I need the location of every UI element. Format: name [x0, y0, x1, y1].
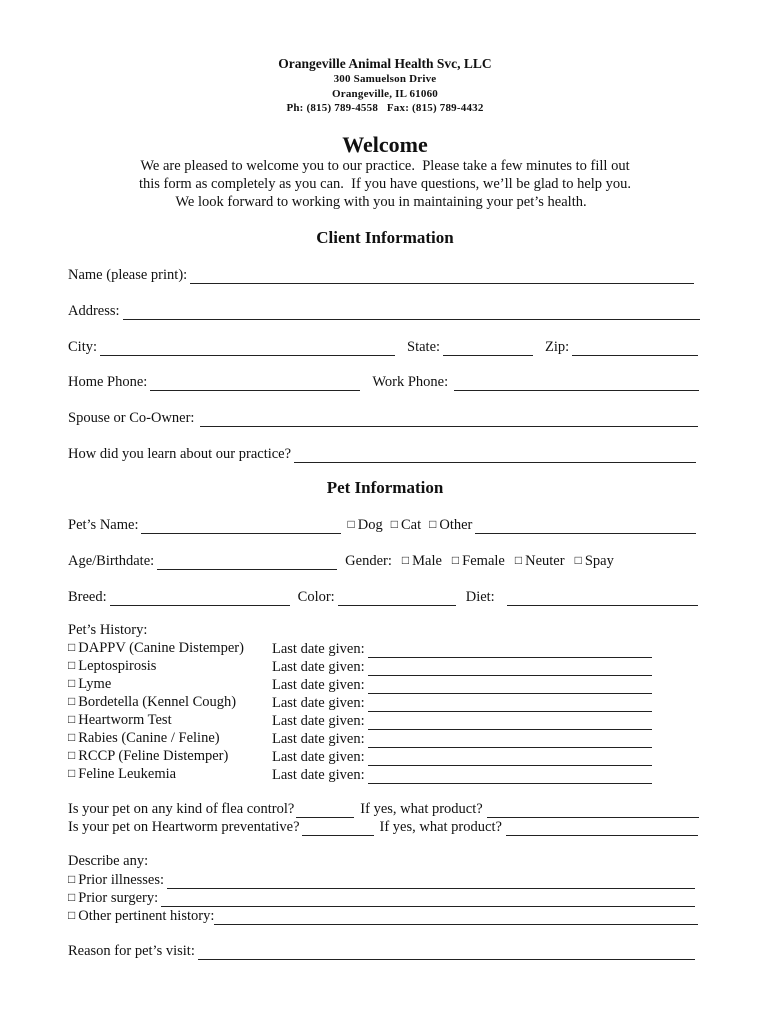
address-label: Address: — [68, 303, 120, 319]
last-date-label: Last date given: — [272, 731, 365, 747]
history-item-label: RCCP (Feline Distemper) — [78, 748, 229, 764]
checkbox-icon[interactable]: □ — [390, 517, 398, 531]
last-date-field[interactable] — [368, 769, 652, 784]
flea-control-row — [68, 800, 699, 818]
flea-question: Is your pet on any kind of flea control? — [68, 801, 295, 817]
age-label: Age/Birthdate: — [68, 553, 155, 569]
heartworm-answer-field[interactable] — [302, 821, 374, 836]
welcome-title: Welcome — [342, 132, 428, 157]
last-date-field[interactable] — [368, 751, 652, 766]
flea-answer-field[interactable] — [296, 803, 354, 818]
species-cat-option[interactable]: □ Cat — [390, 517, 422, 533]
referral-label: How did you learn about our practice? — [68, 446, 292, 462]
gender-spay-option[interactable]: □ Spay — [574, 553, 614, 569]
species-dog-option[interactable]: □ Dog — [347, 517, 383, 533]
visit-reason-label: Reason for pet’s visit: — [68, 943, 195, 959]
describe-title: Describe any: — [68, 853, 149, 869]
history-item — [68, 694, 658, 712]
checkbox-icon[interactable]: □ — [68, 748, 76, 762]
checkbox-icon[interactable]: □ — [68, 658, 76, 672]
state-label: State: — [407, 339, 441, 355]
gender-male-option[interactable]: □ Male — [401, 553, 442, 569]
home-phone-label: Home Phone: — [68, 374, 148, 390]
gender-female-option[interactable]: □ Female — [451, 553, 505, 569]
prior-surgery-field[interactable] — [161, 892, 695, 907]
checkbox-icon[interactable]: □ — [574, 553, 582, 567]
checkbox-icon[interactable]: □ — [347, 517, 355, 531]
color-field[interactable] — [338, 591, 456, 606]
pet-name-label: Pet’s Name: — [68, 517, 139, 533]
prior-illnesses-field[interactable] — [167, 874, 695, 889]
gender-neuter-option[interactable]: □ Neuter — [514, 553, 565, 569]
checkbox-icon[interactable]: □ — [429, 517, 437, 531]
address-line-2: Orangeville, IL 61060 — [332, 88, 438, 100]
checkbox-icon[interactable]: □ — [68, 694, 76, 708]
last-date-label: Last date given: — [272, 677, 365, 693]
breed-field[interactable] — [110, 591, 290, 606]
other-history-field[interactable] — [214, 910, 698, 925]
last-date-label: Last date given: — [272, 767, 365, 783]
checkbox-icon[interactable]: □ — [68, 676, 76, 690]
last-date-label: Last date given: — [272, 749, 365, 765]
history-title: Pet’s History: — [68, 622, 148, 638]
prior-illnesses-label: Prior illnesses: — [78, 872, 165, 888]
checkbox-icon[interactable]: □ — [68, 640, 76, 654]
history-item — [68, 658, 658, 676]
describe-item — [68, 907, 698, 925]
checkbox-icon[interactable]: □ — [401, 553, 410, 567]
history-item — [68, 676, 658, 694]
state-field[interactable] — [443, 341, 533, 356]
diet-label: Diet: — [465, 589, 495, 605]
color-label: Color: — [297, 589, 335, 605]
species-other-option[interactable]: □ Other — [429, 517, 473, 533]
history-item — [68, 766, 658, 784]
intro-line-3: We look forward to working with you in maintaining your pet’s health. — [175, 194, 587, 210]
breed-label: Breed: — [68, 589, 107, 605]
checkbox-icon[interactable]: □ — [451, 553, 460, 567]
last-date-field[interactable] — [368, 733, 652, 748]
history-item-label: Leptospirosis — [78, 658, 157, 674]
last-date-label: Last date given: — [272, 695, 365, 711]
heartworm-question: Is your pet on Heartworm preventative? — [68, 819, 300, 835]
checkbox-icon[interactable]: □ — [68, 730, 76, 744]
work-phone-field[interactable] — [454, 376, 699, 391]
spouse-row — [68, 407, 698, 427]
address-field[interactable] — [123, 305, 700, 320]
visit-reason-field[interactable] — [198, 945, 695, 960]
home-phone-field[interactable] — [150, 376, 360, 391]
intro-line-2: this form as completely as you can. If you have questions, we’ll be glad to help you. — [138, 176, 632, 192]
address-line-1: 300 Samuelson Drive — [333, 73, 437, 85]
history-item — [68, 748, 658, 766]
last-date-label: Last date given: — [272, 713, 365, 729]
prior-surgery-label: Prior surgery: — [78, 890, 159, 906]
species-other-field[interactable] — [475, 519, 696, 534]
heartworm-product-label: If yes, what product? — [379, 819, 502, 835]
describe-item — [68, 871, 695, 889]
checkbox-icon[interactable]: □ — [68, 872, 76, 886]
spouse-field[interactable] — [200, 412, 698, 427]
spouse-label: Spouse or Co-Owner: — [68, 410, 195, 426]
last-date-field[interactable] — [368, 679, 652, 694]
checkbox-icon[interactable]: □ — [68, 766, 76, 780]
city-field[interactable] — [100, 341, 395, 356]
visit-reason-row — [68, 942, 695, 960]
age-gender-row — [68, 550, 648, 570]
history-item — [68, 712, 658, 730]
referral-row — [68, 443, 696, 463]
last-date-field[interactable] — [368, 643, 652, 658]
client-name-label: Name (please print): — [68, 267, 188, 283]
history-item-label: Lyme — [78, 676, 112, 692]
flea-product-label: If yes, what product? — [360, 801, 483, 817]
checkbox-icon[interactable]: □ — [68, 908, 76, 922]
history-item-label: Heartworm Test — [78, 712, 172, 728]
zip-label: Zip: — [545, 339, 570, 355]
city-label: City: — [68, 339, 98, 355]
describe-item — [68, 889, 695, 907]
other-history-label: Other pertinent history: — [78, 908, 215, 924]
pet-name-row — [68, 514, 696, 534]
history-item-label: Bordetella (Kennel Cough) — [78, 694, 237, 710]
checkbox-icon[interactable]: □ — [514, 553, 523, 567]
zip-field[interactable] — [572, 341, 698, 356]
history-item — [68, 730, 658, 748]
heartworm-row — [68, 818, 698, 836]
breed-row — [68, 586, 698, 606]
address-row — [68, 300, 700, 320]
age-field[interactable] — [157, 555, 337, 570]
last-date-field[interactable] — [368, 715, 652, 730]
checkbox-icon[interactable]: □ — [68, 890, 76, 904]
history-item-label: DAPPV (Canine Distemper) — [78, 640, 244, 656]
phone-fax: Ph: (815) 789-4558 Fax: (815) 789-4432 — [286, 102, 484, 114]
client-name-row — [68, 264, 694, 284]
diet-field[interactable] — [507, 591, 698, 606]
last-date-field[interactable] — [368, 697, 652, 712]
pet-info-heading: Pet Information — [326, 478, 444, 497]
history-item-label: Rabies (Canine / Feline) — [78, 730, 220, 746]
history-item-label: Feline Leukemia — [78, 766, 177, 782]
gender-label: Gender: — [345, 553, 392, 569]
client-info-heading: Client Information — [316, 228, 454, 247]
last-date-label: Last date given: — [272, 659, 365, 675]
city-row — [68, 336, 698, 356]
checkbox-icon[interactable]: □ — [68, 712, 76, 726]
last-date-label: Last date given: — [272, 641, 365, 657]
referral-field[interactable] — [294, 448, 696, 463]
business-name: Orangeville Animal Health Svc, LLC — [278, 56, 492, 71]
phone-row — [68, 371, 699, 391]
heartworm-product-field[interactable] — [506, 821, 698, 836]
client-name-field[interactable] — [190, 269, 694, 284]
intro-line-1: We are pleased to welcome you to our practice. Please take a few minutes to fill out — [140, 158, 630, 174]
last-date-field[interactable] — [368, 661, 652, 676]
history-item — [68, 640, 658, 658]
work-phone-label: Work Phone: — [372, 374, 449, 390]
flea-product-field[interactable] — [487, 803, 699, 818]
pet-name-field[interactable] — [141, 519, 341, 534]
